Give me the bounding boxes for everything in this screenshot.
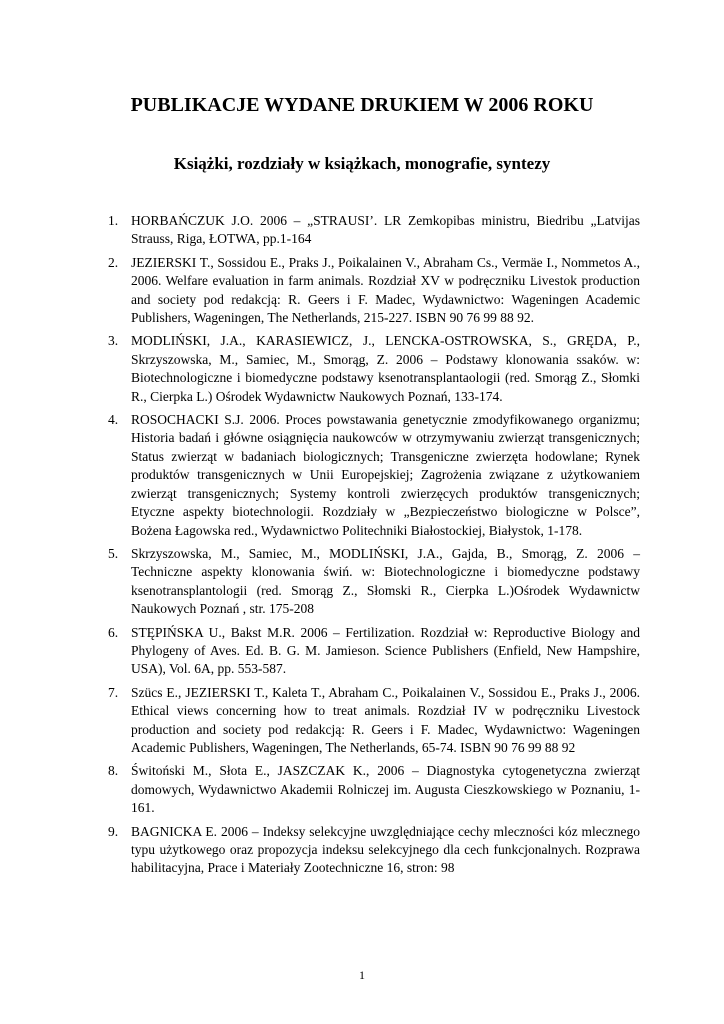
list-item-number: 3. xyxy=(108,333,119,349)
list-item-number: 4. xyxy=(108,412,119,428)
list-item-text: BAGNICKA E. 2006 – Indeksy selekcyjne uwzględniające cechy mleczności kóz mlecznego typu użytkowego oraz propozycja indeksu selekcyjnego dla cech funkcjonalnych. Rozprawa habilitacyjna, Prace i Materiały Zootechniczne 16, stron: 98 xyxy=(131,823,640,876)
list-item-text: MODLIŃSKI, J.A., KARASIEWICZ, J., LENCKA-OSTROWSKA, S., GRĘDA, P., Skrzyszowska, M., Samiec, M., Smorąg, Z. 2006 – Podstawy klonowania ssaków. w: Biotechnologiczne i biomedyczne podstawy ksenotransplantaologii (red. Smorąg Z., Słomki R., Cierpka L.) Ośrodek Wydawnictw Naukowych Poznań, 133-174. xyxy=(131,333,640,404)
list-item-text: STĘPIŃSKA U., Bakst M.R. 2006 – Fertilization. Rozdział w: Reproductive Biology and Phylogeny of Aves. Ed. B. G. M. Jamieson. Science Publishers (Enfield, New Hampshire, USA), Vol. 6A, pp. 553-587. xyxy=(131,624,640,677)
list-item-number: 6. xyxy=(108,624,119,640)
list-item xyxy=(108,411,640,540)
list-item xyxy=(108,762,640,817)
publication-list xyxy=(108,212,640,883)
list-item-number: 9. xyxy=(108,823,119,839)
list-item-number: 2. xyxy=(108,254,119,270)
page-title: PUBLIKACJE WYDANE DRUKIEM W 2006 ROKU xyxy=(130,94,594,116)
list-item-text: Skrzyszowska, M., Samiec, M., MODLIŃSKI, J.A., Gajda, B., Smorąg, Z. 2006 – Techniczne aspekty klonowania świń. w: Biotechnologiczne i biomedyczne podstawy ksenotransplantologii (red. Smorąg Z., Słomski R., Cierpka L.)Ośrodek Wydawnictw Naukowych Poznań , str. 175-208 xyxy=(131,545,640,617)
list-item xyxy=(108,684,640,758)
list-item xyxy=(108,545,640,619)
list-item-number: 7. xyxy=(108,684,119,700)
list-item-text: ROSOCHACKI S.J. 2006. Proces powstawania genetycznie zmodyfikowanego organizmu; Historia badań i główne osiągnięcia naukowców w otrzymywaniu zwierząt transgenicznych; Status zwierząt w badaniach biologicznych; Transgeniczne zwierzęta hodowlane; Rynek produktów transgenicznych w Unii Europejskiej; Zagrożenia związane z użytkowaniem zwierząt transgenicznych; Systemy kontroli zwierzęcych produktów transgenicznych; Etyczne aspekty biotechnologii. Rozdziały w „Bezpieczeństwo biologiczne w Polsce”, Bożena Łagowska red., Wydawnictwo Politechniki Białostockiej, Białystok, 1-178. xyxy=(131,412,640,538)
section-title: Książki, rozdziały w książkach, monografie, syntezy xyxy=(173,154,551,173)
list-item-number: 5. xyxy=(108,545,119,561)
list-item-number: 8. xyxy=(108,763,119,779)
list-item xyxy=(108,624,640,679)
page-number: 1 xyxy=(359,968,365,982)
list-item-text: HORBAŃCZUK J.O. 2006 – „STRAUSI’. LR Zemkopibas ministru, Biedribu „Latvijas Strauss, Riga, ŁOTWA, pp.1-164 xyxy=(131,213,640,247)
list-item-text: Szücs E., JEZIERSKI T., Kaleta T., Abraham C., Poikalainen V., Sossidou E., Praks J., 2006. Ethical views concerning how to treat animals. Rozdział IV w podręczniku Livestock production and society pod redakcją: R. Geers i F. Madec, Wydawnictwo: Wageningen Academic Publishers, Wageningen, The Netherlands, 65-74. ISBN 90 76 99 88 92 xyxy=(131,684,640,755)
list-item xyxy=(108,823,640,878)
list-item-text: JEZIERSKI T., Sossidou E., Praks J., Poikalainen V., Abraham Cs., Vermäe I., Nommetos A., 2006. Welfare evaluation in farm animals. Rozdział XV w podręczniku Livestok production and society pod redakcją: R. Geers i F. Madec, Wydawnictwo: Wageningen Academic Publishers, Wageningen, The Netherlands, 215-227. ISBN 90 76 99 88 92. xyxy=(131,254,640,326)
list-item-number: 1. xyxy=(108,213,119,228)
list-item xyxy=(108,332,640,406)
list-item xyxy=(108,212,640,249)
list-item xyxy=(108,254,640,328)
list-item-text: Świtoński M., Słota E., JASZCZAK K., 2006 – Diagnostyka cytogenetyczna zwierząt domowych, Wydawnictwo Akademii Rolniczej im. Augusta Cieszkowskiego w Poznaniu, 1-161. xyxy=(131,763,640,816)
